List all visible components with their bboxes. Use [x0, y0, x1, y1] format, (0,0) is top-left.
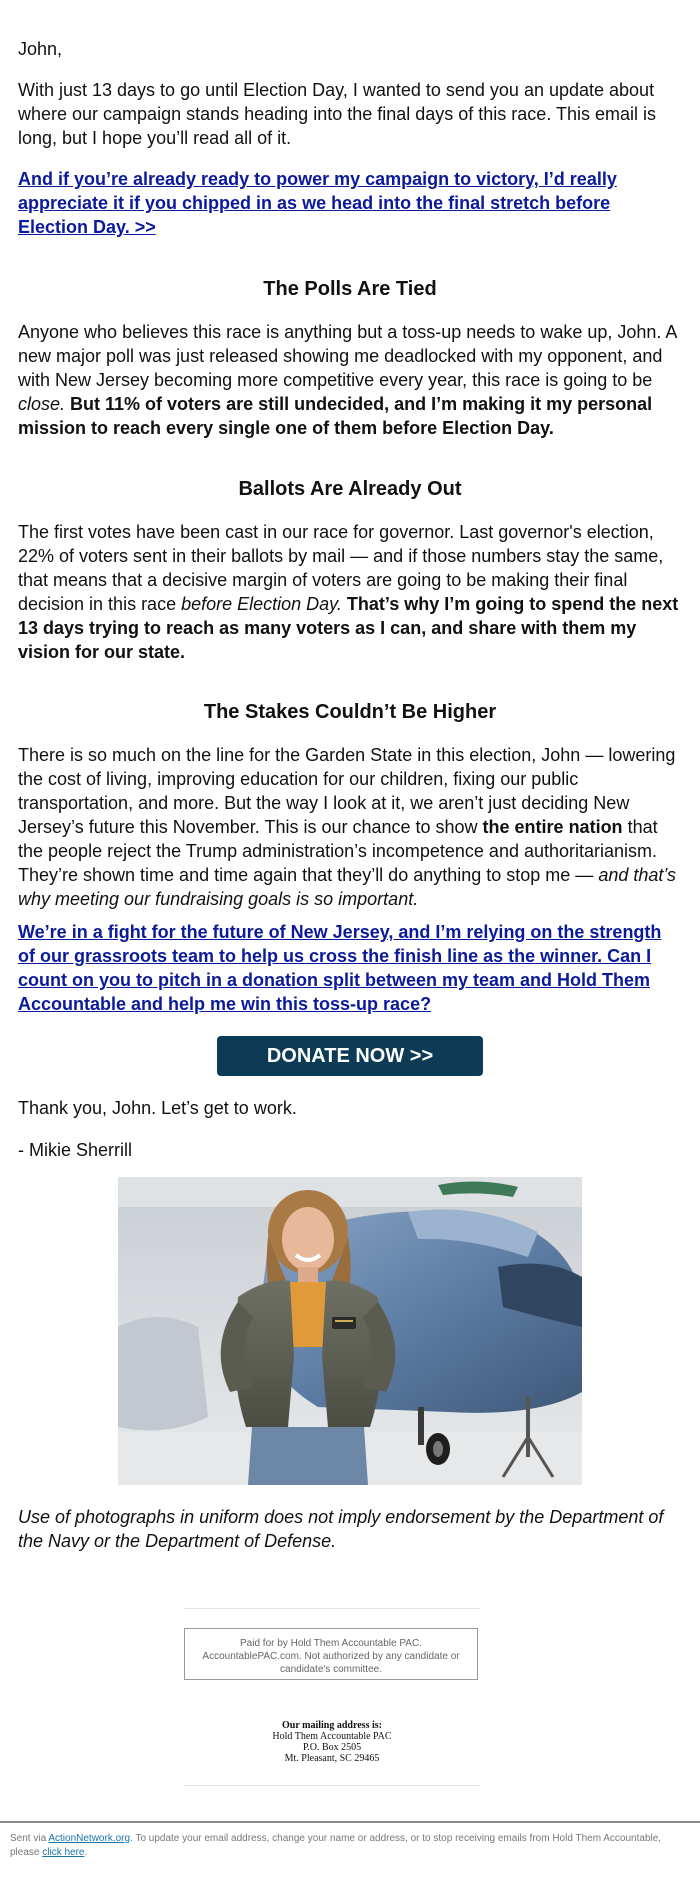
actionnetwork-link[interactable]: ActionNetwork.org [48, 1833, 131, 1844]
closing-donate-link[interactable]: We’re in a fight for the future of New Jersey, and I’m relying on the strength of our grassroots team to help us cross the finish line as the winner. Can I count on you to pitch in a donation split between my team and Hold Them Accountable and help me win this toss-up race? [18, 922, 662, 1014]
stakes-italic: and that’s why meeting our fundraising goals is so important. [18, 865, 677, 909]
signature: - Mikie Sherrill [18, 1140, 133, 1160]
stakes-text: There is so much on the line for the Garden State in this election, John — lowering the cost of living, improving education for our children, fixing our public transportation, and more. But the way I look at it, we aren’t just deciding New Jersey’s future this November. This is our chance to show [18, 745, 676, 837]
paid-for-line-1: Paid for by Hold Them Accountable PAC. [240, 1638, 422, 1649]
paid-for-line-3: candidate's committee. [280, 1664, 382, 1675]
photo-caption: Use of photographs in uniform does not imply endorsement by the Department of the Navy or the Department of Defense. [18, 1507, 664, 1551]
mailing-org: Hold Them Accountable PAC [272, 1731, 392, 1742]
paid-for-line-2: AccountablePAC.com. Not authorized by any candidate or [202, 1651, 460, 1662]
mailing-city: Mt. Pleasant, SC 29465 [284, 1753, 380, 1764]
polls-heading: The Polls Are Tied [263, 278, 437, 300]
mailing-label: Our mailing address is: [282, 1720, 382, 1731]
footer-prefix: Sent via [10, 1833, 49, 1844]
ballots-heading: Ballots Are Already Out [238, 478, 462, 500]
footer-suffix: . [84, 1847, 88, 1858]
unsubscribe-footer [10, 1832, 670, 1860]
closing-donate-paragraph [18, 920, 682, 1016]
polls-italic: close. [18, 394, 66, 414]
stakes-bold: the entire nation [482, 817, 623, 837]
candidate-photo [118, 1177, 582, 1485]
ballots-text: The first votes have been cast in our race for governor. Last governor's election, 22% of voters sent in their ballots by mail — and if those numbers stay the same, that means that a decisive margin of voters are going to be making their final decision in this race [18, 522, 664, 614]
thanks-line: Thank you, John. Let’s get to work. [18, 1098, 297, 1118]
footer-divider-top [184, 1608, 480, 1609]
paid-for-disclaimer [184, 1628, 478, 1680]
stakes-text-2: that the people reject the Trump administration’s incompetence and authoritarianism. They’re shown time and time again that they’ll do anything to stop me — [18, 817, 658, 885]
stakes-heading: The Stakes Couldn’t Be Higher [203, 701, 497, 723]
polls-text: Anyone who believes this race is anything but a toss-up needs to wake up, John. A new major poll was just released showing me deadlocked with my opponent, and with New Jersey becoming more competitive every year, this race is going to be [18, 322, 677, 390]
ballots-paragraph [18, 520, 682, 664]
ballots-italic: before Election Day. [181, 594, 342, 614]
stakes-paragraph [18, 743, 682, 911]
mailing-address [184, 1720, 480, 1764]
click-here-link[interactable]: click here [42, 1847, 85, 1858]
footer-separator [0, 1821, 700, 1823]
donate-now-button[interactable]: DONATE NOW >> [217, 1036, 483, 1076]
footer-divider-bottom [184, 1785, 480, 1786]
mailing-box: P.O. Box 2505 [302, 1742, 362, 1753]
polls-paragraph [18, 320, 682, 440]
greeting: John, [18, 39, 63, 59]
polls-bold: But 11% of voters are still undecided, and I’m making it my personal mission to reach every single one of them before Election Day. [18, 394, 653, 438]
intro-paragraph: With just 13 days to go until Election Day, I wanted to send you an update about where our campaign stands heading into the final days of this race. This email is long, but I hope you’ll read all of it. [18, 80, 657, 148]
ballots-bold: That’s why I’m going to spend the next 13 days trying to reach as many voters as I can, and share with them my vision for our state. [18, 594, 679, 662]
footer-middle: . To update your email address, change your name or address, or to stop receiving emails from Hold Them Accountable, please [10, 1833, 662, 1858]
intro-donate-link[interactable]: And if you’re already ready to power my campaign to victory, I’d really appreciate it if you chipped in as we head into the final stretch before Election Day. >> [18, 169, 617, 237]
intro-donate-paragraph [18, 167, 682, 239]
